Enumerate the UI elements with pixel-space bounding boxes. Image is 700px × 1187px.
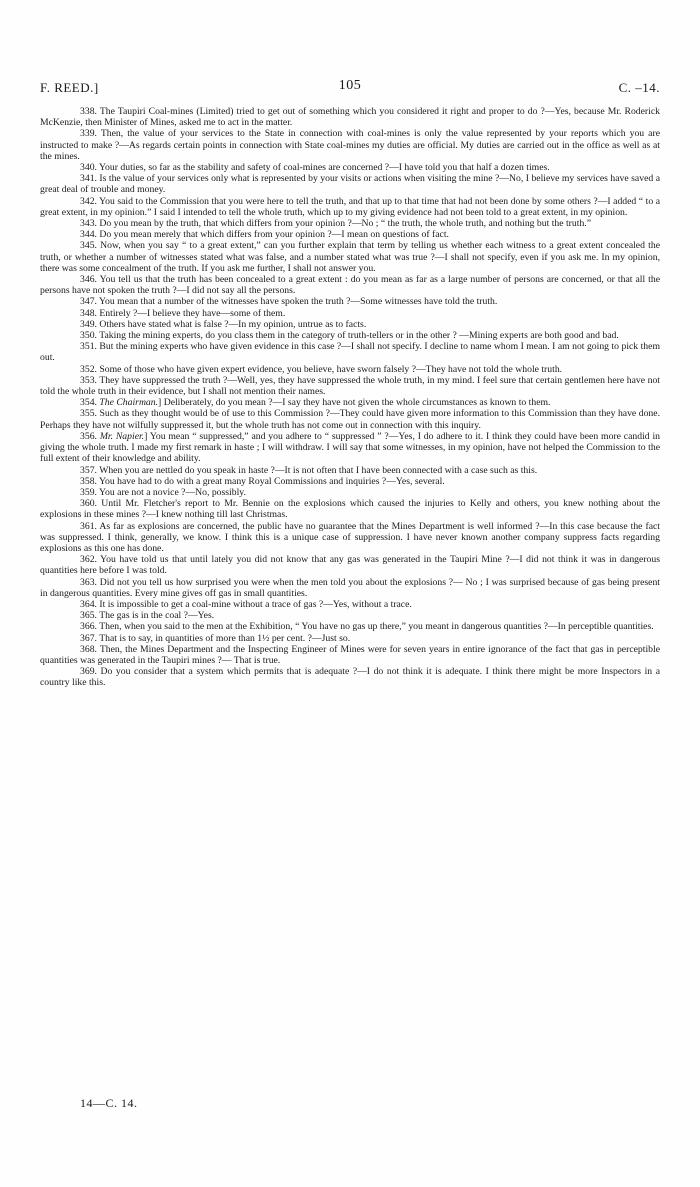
transcript-paragraph: 338. The Taupiri Coal-mines (Limited) tried to get out of something which you considered it right and proper to do ?—Yes, because Mr. Roderick McKenzie, then Minister of Mines, asked me to act in the matter.: [40, 106, 660, 129]
transcript-paragraph: 356. Mr. Napier.] You mean “ suppressed,” and you adhere to “ suppressed ” ?—Yes, I do adhere to it. I think they could have been more candid in giving the whole truth. I made my first remark in haste ; I will withdraw. I will say that some witnesses, in my opinion, have not helped the Commission to the full extent of their knowledge and ability.: [40, 430, 660, 465]
transcript-paragraph: 351. But the mining experts who have given evidence in this case ?—I shall not specify. I decline to name whom I mean. I am not going to pick them out.: [40, 341, 660, 364]
page-number: 105: [338, 78, 362, 93]
transcript-paragraph: 368. Then, the Mines Department and the Inspecting Engineer of Mines were for seven years in entire ignorance of the fact that gas in perceptible quantities was generated in the Taupiri mines ?— That is true.: [40, 643, 660, 666]
page-header: [40, 80, 660, 98]
transcript-paragraph: 350. Taking the mining experts, do you class them in the category of truth-tellers or in the other ? —Mining experts are both good and bad.: [80, 330, 619, 342]
signature-mark: 14—C. 14.: [80, 1096, 138, 1110]
transcript-paragraph: 367. That is to say, in quantities of more than 1½ per cent. ?—Just so.: [80, 632, 351, 644]
transcript-paragraph: 366. Then, when you said to the men at the Exhibition, “ You have no gas up there,” you meant in dangerous quantities ?—In perceptible quantities.: [80, 621, 654, 633]
header-witness-name: F. REED.]: [40, 80, 99, 95]
transcript-paragraph: 347. You mean that a number of the witnesses have spoken the truth ?—Some witnesses have told the truth.: [80, 296, 498, 308]
transcript-paragraph: 339. Then, the value of your services to the State in connection with coal-mines is only the value represented by your reports which you are instructed to make ?—As regards certain points in connection with State coal-mines my duties are official. My duties are carried out in the office as well as at the mines.: [40, 128, 660, 162]
transcript-paragraph: 365. The gas is in the coal ?—Yes.: [80, 610, 215, 622]
transcript-paragraph: 360. Until Mr. Fletcher's report to Mr. Bennie on the explosions which caused the injuries to Kelly and others, you knew nothing about the explosions in these mines ?—I knew nothing till last Christmas.: [40, 498, 660, 521]
transcript-paragraph: 363. Did not you tell us how surprised you were when the men told you about the explosions ?— No ; I was surprised because of gas being present in dangerous quantities. Every mine gives off gas in small quantities.: [40, 576, 660, 599]
transcript-paragraph: 361. As far as explosions are concerned, the public have no guarantee that the Mines Department is well informed ?—In this case because the fact was suppressed. I think, generally, we know. I think this is a unique case of suppression. I have never known another company suppress facts regarding explosions as this one has done.: [40, 520, 660, 554]
transcript-paragraph: 364. It is impossible to get a coal-mine without a trace of gas ?—Yes, without a trace.: [80, 598, 412, 610]
transcript-paragraph: 343. Do you mean by the truth, that which differs from your opinion ?—No ; “ the truth, the whole truth, and nothing but the truth.”: [80, 218, 592, 230]
transcript-paragraph: 345. Now, when you say “ to a great extent,” can you further explain that term by telling us whether each witness to a great extent concealed the truth, or whether a number of witnesses stated what was false, and a number stated what was true ?—I shall not specify, even if you ask me. In my opinion, there was some concealment of the truth. If you ask me further, I shall not answer you.: [40, 240, 660, 274]
transcript-paragraph: 346. You tell us that the truth has been concealed to a great extent : do you mean as far as a large number of persons are concerned, or that all the persons have not spoken the truth ?—I did not say all the persons.: [40, 274, 660, 297]
transcript-paragraph: 340. Your duties, so far as the stability and safety of coal-mines are concerned ?—I have told you that half a dozen times.: [80, 162, 550, 174]
transcript-paragraph: 349. Others have stated what is false ?—In my opinion, untrue as to facts.: [80, 318, 367, 330]
transcript-paragraph: 341. Is the value of your services only what is represented by your visits or actions when visiting the mine ?—No, I believe my services have saved a great deal of trouble and money.: [40, 173, 660, 196]
transcript-paragraph: 357. When you are nettled do you speak in haste ?—It is not often that I have been connected with a case such as this.: [80, 464, 538, 476]
transcript-paragraph: 354. The Chairman.] Deliberately, do you mean ?—I say they have not given the whole circumstances as known to them.: [80, 397, 551, 409]
transcript-paragraph: 342. You said to the Commission that you were here to tell the truth, and that up to that time that had not been done by some others ?—I added “ to a great extent, in my opinion.” I said I intended to tell the whole truth, which up to my giving evidence had not been told to a great extent, in my opinion.: [40, 195, 660, 218]
transcript-body: [40, 106, 660, 689]
speaker-name: Mr. Napier.: [99, 430, 145, 442]
transcript-paragraph: 353. They have suppressed the truth ?—Well, yes, they have suppressed the whole truth, in my mind. I feel sure that certain gentlemen here have not told the whole truth in their evidence, but I shall not mention their names.: [40, 374, 660, 398]
document-reference: C. –14.: [618, 80, 660, 95]
transcript-paragraph: 358. You have had to do with a great many Royal Commissions and inquiries ?—Yes, several.: [80, 475, 445, 487]
speaker-name: The Chairman.: [99, 397, 159, 409]
transcript-paragraph: 348. Entirely ?—I believe they have—some of them.: [80, 307, 286, 319]
transcript-paragraph: 362. You have told us that until lately you did not know that any gas was generated in the Taupiri Mine ?—I did not think it was in dangerous quantities here before I was told.: [40, 554, 660, 577]
transcript-paragraph: 369. Do you consider that a system which permits that is adequate ?—I do not think it is adequate. I think there might be more Inspectors in a country like this.: [40, 666, 660, 689]
transcript-paragraph: 344. Do you mean merely that which differs from your opinion ?—I mean on questions of fact.: [80, 229, 449, 241]
transcript-paragraph: 359. You are not a novice ?—No, possibly.: [80, 486, 246, 498]
transcript-paragraph: 355. Such as they thought would be of use to this Commission ?—They could have given more information to this Commission than they have done. Perhaps they have not wilfully suppressed it, but the whole truth has not come out in connection with this inquiry.: [40, 408, 660, 431]
transcript-paragraph: 352. Some of those who have given expert evidence, you believe, have sworn falsely ?—They have not told the whole truth.: [80, 363, 563, 375]
